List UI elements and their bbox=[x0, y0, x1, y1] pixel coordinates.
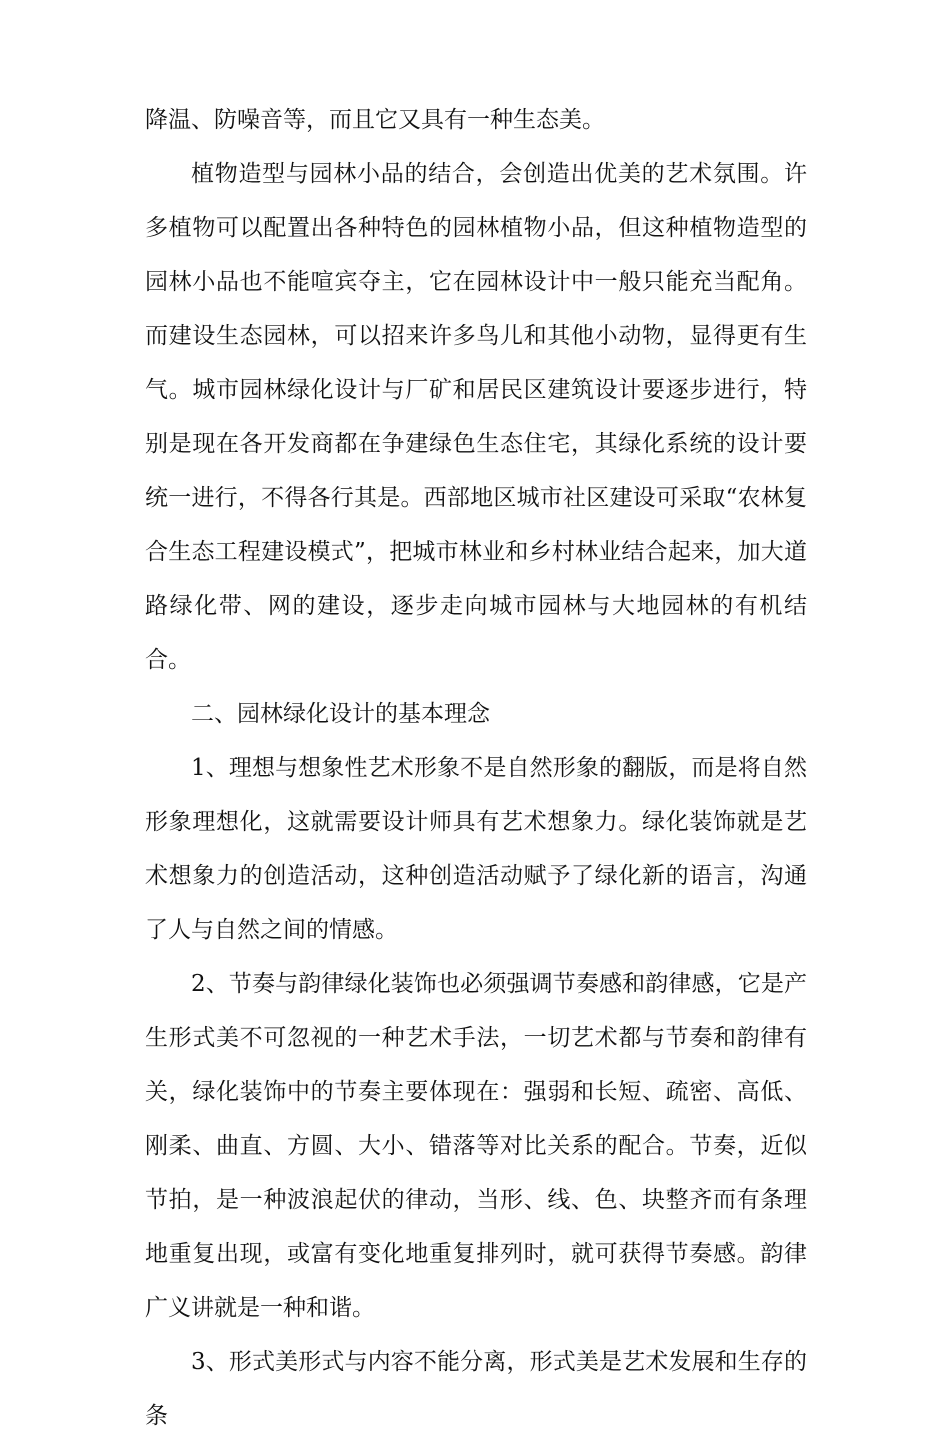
paragraph-continuation: 降温、防噪音等，而且它又具有一种生态美。 bbox=[145, 107, 605, 133]
paragraph-plant-modeling: 植物造型与园林小品的结合，会创造出优美的艺术氛围。许多植物可以配置出各种特色的园林植物小品，但这种植物造型的园林小品也不能喧宾夺主，它在园林设计中一般只能充当配角。而建设生态园林，可以招来许多鸟儿和其他小动物，显得更有生气。城市园林绿化设计与厂矿和居民区建筑设计要逐步进行，特别是现在各开发商都在争建绿色生态住宅，其绿化系统的设计要统一进行，不得各行其是。西部地区城市社区建设可采取“农林复合生态工程建设模式”，把城市林业和乡村林业结合起来，加大道路绿化带、网的建设，逐步走向城市园林与大地园林的有机结合。 bbox=[145, 161, 807, 673]
paragraph-rhythm: 2、节奏与韵律绿化装饰也必须强调节奏感和韵律感，它是产生形式美不可忽视的一种艺术手法，一切艺术都与节奏和韵律有关，绿化装饰中的节奏主要体现在：强弱和长短、疏密、高低、刚柔、曲直、方圆、大小、错落等对比关系的配合。节奏，近似节拍，是一种波浪起伏的律动，当形、线、色、块整齐而有条理地重复出现，或富有变化地重复排列时，就可获得节奏感。韵律广义讲就是一种和谐。 bbox=[145, 971, 807, 1321]
section-heading-design-concepts: 二、园林绿化设计的基本理念 bbox=[191, 701, 490, 727]
document-body bbox=[145, 93, 807, 1443]
paragraph-form-beauty: 3、形式美形式与内容不能分离，形式美是艺术发展和生存的条 bbox=[145, 1349, 807, 1429]
paragraph-ideal-imagination: 1、理想与想象性艺术形象不是自然形象的翻版，而是将自然形象理想化，这就需要设计师具有艺术想象力。绿化装饰就是艺术想象力的创造活动，这种创造活动赋予了绿化新的语言，沟通了人与自然之间的情感。 bbox=[145, 755, 807, 943]
